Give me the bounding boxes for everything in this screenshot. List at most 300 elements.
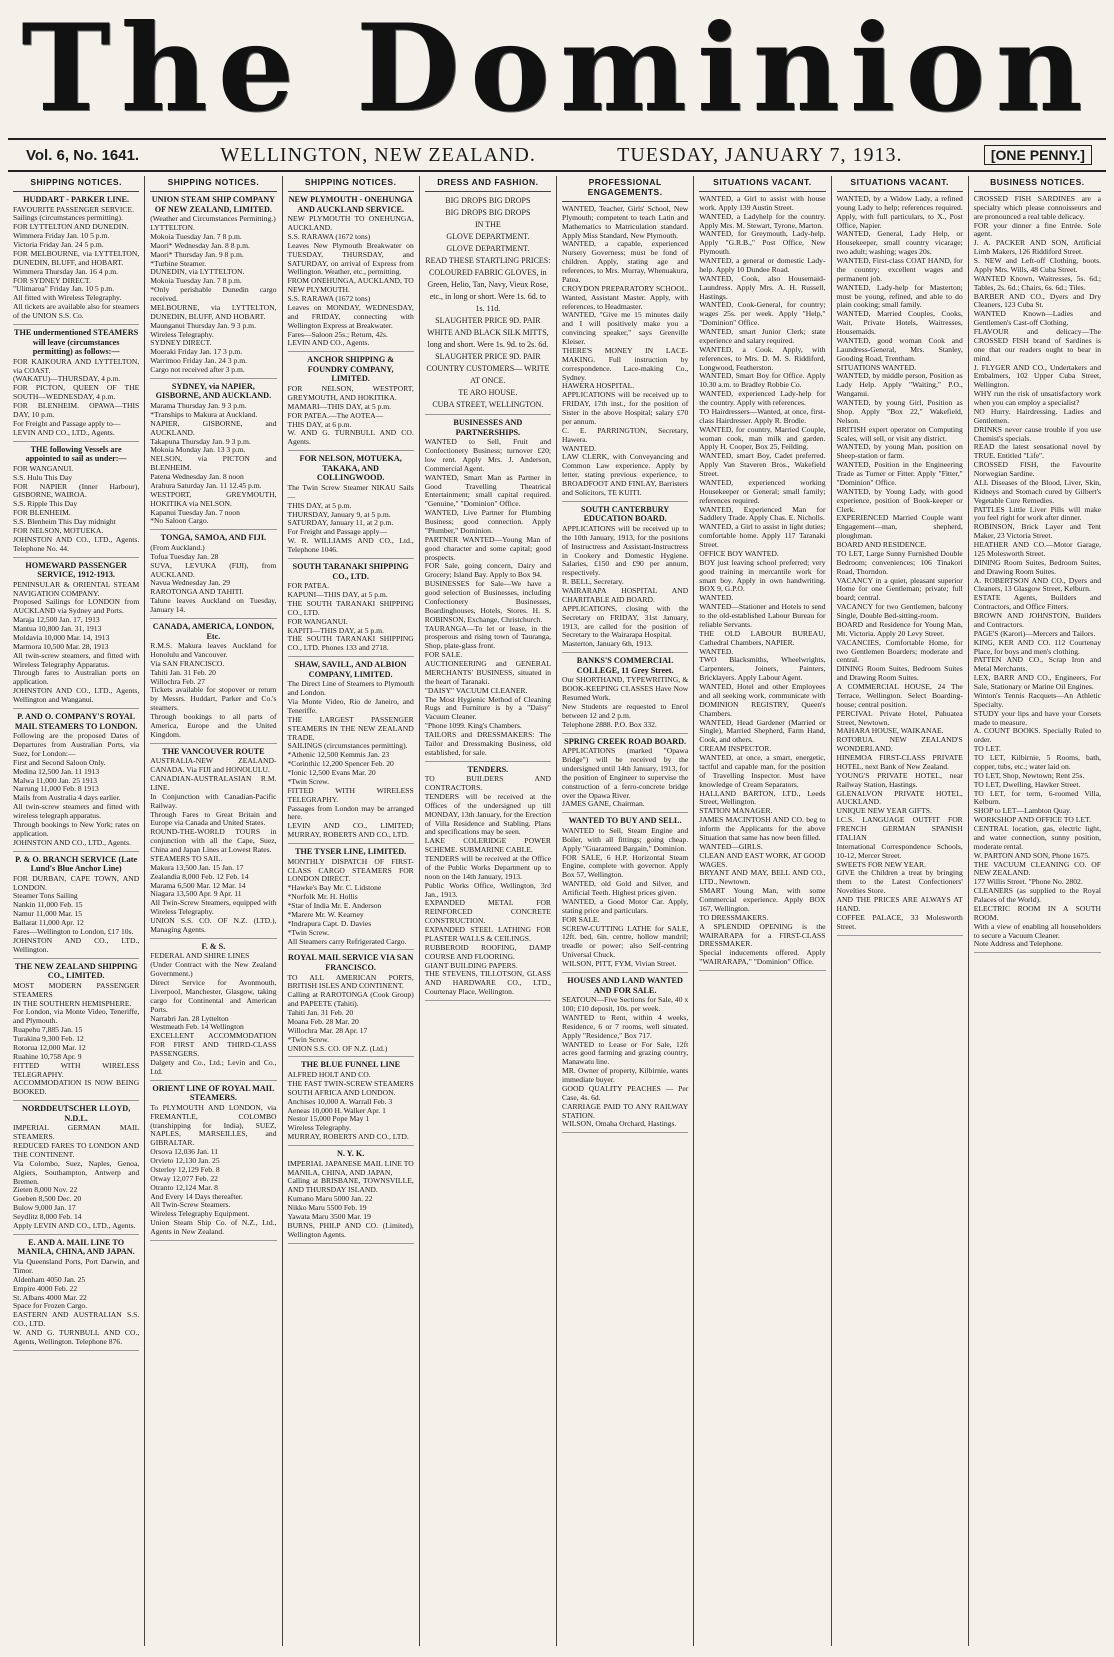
ad-line: Our SHORTHAND, TYPEWRITING, & BOOK-KEEPING CLASSES Have Now Resumed Work. [562,675,689,703]
ad-line: NAPIER, GISBORNE, and AUCKLAND. [150,418,277,437]
ad-line: DINING Room Suites, Bedroom Suites, and Drawing Room Suites. [973,557,1101,576]
ad-line: Through bookings to all parts of America, Europe and the United Kingdom. [150,712,277,739]
ad-line: STEAMERS TO SAIL. [150,853,223,863]
ad-line: PENINSULAR & ORIENTAL STEAM NAVIGATION COMPANY. [13,579,140,598]
masthead [0,0,1114,138]
column-6 [694,176,831,1646]
ad-line: *Twin Screw. [287,927,330,937]
ad-line: "Phone 1099. King's Chambers. [424,721,522,731]
ad-line: THIS DAY, at 5 p.m. [287,500,352,510]
ad-line: APPLICATIONS will be received up to FRIDAY, 17th inst., for the position of Sister in the above Hospital; salary £70 per annum. [562,390,689,426]
ad-line: Nestor 15,000 Pope May 1 [287,1114,370,1124]
ad-line: THE SOUTH TARANAKI SHIPPING CO., LTD. [287,598,414,617]
ad-title: BANKS'S COMMERCIAL COLLEGE, 11 Grey Street. [576,656,674,675]
ad-line: SHOP to LET—Lambton Quay. [973,806,1072,816]
ad-line: THIS DAY, at 6 p.m. [287,419,352,429]
ad-line: WHY run the risk of unsatisfactory work when you can employ a specialist? [973,389,1101,408]
ad-line: HALLAND BARTON, LTD., Leeds Street, Wellington. [699,788,826,807]
ad-line: Special inducements offered. Apply "WAIRARAPA," "Dominion" Office. [699,948,826,967]
advertisement [288,847,414,950]
ad-line: WANTED, a Cook. Apply, with references, to Mrs. D. M. S. Riddiford, Longwood, Featherston. [699,344,826,372]
ad-line: Masterton, January 6th, 1913. [562,639,653,649]
ad-line: Moana Feb. 28 Mar. 20 [287,1016,359,1026]
ad-line: ROBINSON, Brick Layer and Tent Maker, 23 Victoria Street. [973,522,1101,541]
ad-line: HAWERA HOSPITAL. [562,381,635,391]
ad-line: WANTED, a capable, experienced Nursery Governess; must be fond of children. Apply, stating age and references, to Mrs. Murray, Whenuakura, Patea. [562,239,689,284]
ad-line: Maori* Thursday Jan. 9 8 p.m. [150,249,244,259]
ad-line: BRITISH expert operator on Computing Scales, will sell, or visit any district. [836,424,963,443]
ad-title: THE undermentioned STEAMERS will leave (circumstances permitting) as follows:— [14,327,139,357]
ad-line: S.S. Blenheim This Day midnight [13,517,116,526]
advertisement [425,765,551,1001]
ad-title: THE BLUE FUNNEL LINE [301,1060,401,1070]
ad-line: WESTPORT, GREYMOUTH, HOKITIKA via NELSON. [150,489,277,508]
ad-line: All Steamers carry Refrigerated Cargo. [287,936,407,946]
ad-line: Westmeath Feb. 14 Wellington [150,1022,244,1032]
ad-line: GIANT BUILDING PAPERS. [424,960,518,970]
advertisement [13,561,139,709]
ad-title: SYDNEY, via NAPIER, GISBORNE, AND AUCKLAND. [155,381,272,401]
ad-line: To PLYMOUTH AND LONDON, via FREMANTLE, COLOMBO (transhipping for India), SUEZ, NAPLES, MARSEILLES, and GIBRALTAR. [150,1102,277,1148]
ad-line: UNION S.S. CO. OF N.Z. (Ltd.) [287,1043,388,1053]
ad-line: For London, via Monte Video, Teneriffe, and Plymouth. [13,1007,140,1026]
ad-title: HUDDART - PARKER LINE. [23,194,130,204]
ad-line: WANTED to Sell, Steam Engine and Boiler, with all fittings; going cheap. Apply "Guaranteed Bargain," Dominion. [562,825,689,853]
ad-line: BOARD AND RESIDENCE. [836,540,927,550]
ad-line: FOR SALE. [562,914,600,924]
advertisement [288,355,414,451]
ad-line: UNION S.S. CO. OF N.Z. (LTD.), Managing Agents. [150,916,277,934]
ad-line: WANTED, for Greymouth, Lady-help. Apply "G.R.B.," Post Office, New Plymouth. [699,229,826,257]
ad-line: Rotorua 12,000 Mar. 12 [13,1042,86,1052]
ad-line: WANTED, Smart Man as Partner in Good Travelling Theatrical Entertainment; small capital required. "Genuine," "Dominion" Office. [424,472,551,509]
ad-line: WANTED, Live Partner for Plumbing Business; good connection. Apply "Plumber," Dominion. [424,508,551,535]
ad-line: PATTEN AND CO., Scrap Iron and Metal Merchants. [973,655,1101,674]
ad-line: BIG DROPS BIG DROPS [445,195,531,205]
ad-line: Wireless Telegraphy Equipment. [150,1209,250,1219]
ad-line: WILSON, PITT, FYM, Vivian Street. [562,959,677,969]
ad-line: RAROTONGA AND TAHITI. [150,587,244,597]
ad-line: WANTED, First-class COAT HAND, for the country; excellent wages and permanent job. [836,256,963,283]
advertisement [150,622,276,744]
ad-line: Ballarat 11,000 Apr. 12 [13,918,84,928]
ad-line: With a view of enabling all householders to secure a Vacuum Cleaner. [973,921,1101,940]
ad-line: JAMES GANE, Chairman. [562,799,645,809]
ad-line: SYDNEY DIRECT. [150,338,212,348]
column-3 [283,176,420,1646]
ad-line: EXPANDED METAL FOR REINFORCED CONCRETE CONSTRUCTION. [424,898,551,926]
ad-line: THE LARGEST PASSENGER STEAMERS IN THE NEW ZEALAND TRADE. [287,714,414,742]
ad-line: WANTED, Smart Boy for Office. Apply 10.30 a.m. to Bradley Robbie Co. [699,371,826,390]
ad-line: First and Second Saloon Only. [13,757,106,767]
ad-line: (WAKATU)—THURSDAY, 4 p.m. [13,374,121,384]
ad-line: Apply LEVIN AND CO., LTD., Agents. [13,1220,136,1230]
ad-line: Willochra Feb. 27 [150,676,205,686]
ad-line: *No Saloon Cargo. [150,516,209,526]
ad-line: LYTTELTON. [150,223,195,232]
ad-line: HINEMOA FIRST-CLASS PRIVATE HOTEL, next Bank of New Zealand. [836,753,963,771]
ad-line: APPLICATIONS, closing with the Secretary on FRIDAY, 31st January, 1913, are called for the position of Secretary to the Wairarapa Hospital. [562,603,689,640]
ad-line: Talune leaves Auckland on Tuesday, January 14. [150,596,277,615]
ad-line: WANTED to Sell, Fruit and Confectionery Business; turnover £20; low rent. Apply Mrs. J. Anderson, Commercial Agent. [424,437,551,473]
ad-line: Bulow 9,000 Jan. 17 [13,1203,76,1213]
ad-line: All twin-screw steamers and fitted with wireless telegraph apparatus. [13,802,140,820]
ad-line: COLOURED FABRIC GLOVES, in Green, Helio, Tan, Navy, Vieux Rose, etc., in long or short. Were 1s. 6d. to 1s. 11d. [427,267,549,313]
ad-line: THURSDAY, January 9, at 5 p.m. [287,509,391,519]
ad-line: R. BELL, Secretary. [562,577,624,587]
ad-line: Via Colombo, Suez, Naples, Genoa, Algiers, Southampton, Antwerp and Bremen. [13,1158,140,1186]
ad-line: Otway 12,077 Feb. 22 [150,1173,218,1183]
ad-line: LAKE COLERIDGE POWER SCHEME. SUBMARINE CABLE. [424,836,551,855]
ad-line: WANTED, a general or domestic Lady-help. Apply 10 Dundee Road. [699,256,826,274]
ad-line: A SPLENDID OPENING is the WAIRARAPA for a FIRST-CLASS DRESSMAKER. [699,921,826,949]
newspaper-title: The Dominion [21,0,1093,139]
ad-title: TONGA, SAMOA, AND FIJI. [160,533,267,543]
ad-line: CLEAN AND EAST WORK, AT GOOD WAGES. [699,850,826,869]
ad-line: BIG DROPS BIG DROPS [445,207,531,217]
advertisement [288,454,414,559]
ad-line: In Conjunction with Canadian-Pacific Railway. [150,791,277,810]
ad-line: TO DRESSMAKERS. [699,912,769,922]
ad-line: APPLICATIONS (marked "Opawa Bridge") will be received by the undersigned until 14th January, 1913, for the position of Engineer to supervise the construction of a ferro-concrete bridge over the Opawa River. [562,746,689,800]
advertisement [150,747,276,939]
ad-line: CANADIAN-AUSTRALASIAN R.M. LINE. [150,774,277,792]
advertisement [699,195,825,971]
ad-line: WHITE AND BLACK SILK MITTS, long and short. Were 1s. 9d. to 2s. 6d. [427,327,549,349]
advertisement [13,1238,139,1351]
ad-line: *Only perishable Dunedin cargo received. [150,285,277,303]
ad-line: WANTED, at once, a smart, energetic, tactful and capable man, for the position of Travelling Inspector. Must have knowledge of Cream Separators. [699,753,826,789]
ad-line: S.S. Ripple This Day [13,499,78,509]
ad-line: CLEANERS (as supplied to the Royal Palaces of the World). [973,886,1101,905]
ad-line: Calling at BRISBANE, TOWNSVILLE, AND THURSDAY ISLAND. [287,1176,414,1195]
ad-line: ESTATE Agents, Builders and Contractors, and Office Fitters. [973,593,1101,612]
ad-line: Tahiti Jan. 31 Feb. 20 [287,1008,354,1018]
ad-line: ELECTRIC ROOM IN A SOUTH ROOM. [973,903,1101,922]
ad-line: THE FAST TWIN-SCREW STEAMERS [287,1078,414,1088]
ad-line: (From Auckland.) [150,542,205,552]
ad-line: S.S. Hulu This Day [13,472,73,482]
ad-line: EXPANDED STEEL LATHING FOR PLASTER WALLS & CEILINGS. [424,925,551,943]
ad-line: DUNEDIN, via LYTTELTON. [150,267,245,277]
ad-line: Aldenham 4050 Jan. 25 [13,1274,86,1284]
ad-line: FOR KAIKOURA AND LYTTELTON, via COAST. [13,356,140,375]
ad-line: Narrung 11,000 Feb. 8 1913 [13,784,99,794]
ad-line: WANTED, a Girl to assist in light duties; comfortable home. Apply 117 Taranaki Street. [699,522,826,550]
ad-line: DINING Room Suites, Bedroom Suites and Drawing Room Suites. [836,664,963,683]
ad-line: EASTERN AND AUSTRALIAN S.S. CO., LTD. [13,1310,140,1329]
ad-line: APPLICATIONS will be received up to the 10th January, 1913, for the positions of Instructress and Assistant-Instructress in Cookery and Domestic Hygiene. Salaries, £150 and £90 per annum, respectively. [562,523,689,578]
ad-line: ALFRED HOLT AND CO. [287,1070,371,1080]
ad-line: FLAVOUR and delicacy—The CROSSED FISH brand of Sardines is one that our readers ought to bear in mind. [973,327,1101,363]
ad-line: ROUND-THE-WORLD TOURS in conjunction with all the Cape, Suez, China and Japan Lines at Lowest Rates. [150,827,277,855]
ad-title: SOUTH TARANAKI SHIPPING CO., LTD. [292,561,409,581]
advertisement [288,562,414,657]
ad-line: BROWN AND JOHNSTON, Builders and Contractors. [973,611,1101,629]
ad-line: *Corinthic 12,200 Spencer Feb. 20 [287,759,394,769]
ad-line: For Freight and Passage apply to— [13,418,121,428]
ad-line: Dalgety and Co., Ltd.; Levin and Co., Ltd. [150,1057,277,1076]
ad-line: WANTED to Rent, within 4 weeks, Residence, 6 or 7 rooms, well situated. Apply "Residence," Box 717. [562,1012,689,1040]
ad-line: IN THE SOUTHERN HEMISPHERE. [13,998,132,1008]
ad-line: Goeben 8,500 Dec. 20 [13,1194,82,1204]
ad-line: WANTED, Head Gardener (Married or Single), Married Shepherd, Farm Hand, Cook, and others. [699,717,826,745]
ad-line: Sailings (circumstances permitting). [13,213,123,223]
ad-line: STATION MANAGER. [699,806,773,816]
ad-line: EXPERIENCED Married Couple want Engagement—man, shepherd, ploughman. [836,513,963,541]
column-grid [8,176,1106,1646]
ad-line: *Norfolk Mr. H. Hollis [287,892,358,902]
ad-line: All fitted with Wireless Telegraphy. [13,293,122,303]
ad-line: *Marere Mr. W. Kearney [287,909,364,919]
ad-line: Wireless Telegraphy. [287,1123,351,1133]
ad-line: BURNS, PHILP AND CO. (Limited), Wellington Agents. [287,1220,414,1239]
column-8 [969,176,1106,1646]
ad-line: J. A. PACKER AND SON, Artificial Limb Makers, 126 Riddiford Street. [973,238,1101,257]
ad-line: W. AND G. TURNBULL AND CO., Agents, Wellington. Telephone 876. [13,1328,140,1346]
ad-line: FOR BLENHEIM. OPAWA—THIS DAY, 10 p.m. [13,401,140,419]
ad-line: THE STEVENS, TILLOTSON, GLASS AND HARDWARE CO., LTD., Courtenay Place, Wellington. [424,969,551,997]
ad-line: Calling at RAROTONGA (Cook Group) and PAPEETE (Tahiti). [287,990,414,1009]
dateline [8,138,1106,172]
ad-line: MAHARA HOUSE, WAIKANAE. [836,726,944,736]
ad-line: SCREW-CUTTING LATHE for SALE, 12ft. bed, 6in. centre, hollow mandril; treadle or power; also Self-centring Universal Chuck. [562,923,689,960]
ad-line: WANTED, for country, Married Couple, woman cook, man milk and garden. Apply H. Cooper, Box 25, Feilding. [699,424,826,452]
ad-line: THERE'S MONEY IN LACE-MAKING. Full instruction by correspondence. Lace-making Co., Sydney. [562,345,689,382]
ad-line: AND THE PRICES ARE ALWAYS AT HAND. [836,895,963,913]
ad-line: WANTED—Stationer and Hotels to send to the old-established Labour Bureau for reliable Servants. [699,602,826,629]
ad-line: FOR DURBAN, CAPE TOWN, AND LONDON. [13,873,140,892]
ad-line: FOR NELSON, WESTPORT, GREYMOUTH, AND HOKITIKA. [287,384,414,402]
ad-line: Zieten 8,000 Nov. 22 [13,1185,78,1195]
column-heading: SITUATIONS VACANT. [837,176,963,192]
ad-line: Note Address and Telephone. [973,939,1063,949]
ad-line: ALL Diseases of the Blood, Liver, Skin, Kidneys and Stomach cured by Gilbert's Vegetable Cure Remedies. [973,477,1101,505]
ad-line: Space for Frozen Cargo. [13,1301,88,1311]
ad-title: WANTED TO BUY AND SELL. [568,816,682,826]
ad-line: S.S. RARAWA (1672 tons) [287,231,371,241]
ad-line: NO Hurry. Hairdressing. Ladies and Gentlemen. [973,406,1101,425]
ad-line: Maori* Wednesday Jan. 8 8 p.m. [150,240,250,250]
ad-line: TO ALL AMERICAN PORTS, BRITISH ISLES AND CONTINENT. [287,972,414,991]
ad-line: REDUCED FARES TO LONDON AND THE CONTINENT. [13,1141,140,1159]
ad-line: A. COUNT BOOKS. Specially Ruled to order. [973,726,1101,745]
ad-line: GIVE the Children a treat by bringing them to the Latest Confectioners' Novelties Store. [836,868,963,896]
ad-line: *Star of India Mr. E. Anderson [287,901,382,911]
advertisement [288,1060,414,1146]
ad-line: WANTED, a Ladyhelp for the country. Apply Mrs. M. Stewart, Tyrone, Marton. [699,211,826,230]
ad-line: Turakina 9,300 Feb. 12 [13,1034,84,1043]
ad-line: MAMARI—THIS DAY, at 5 p.m. [287,401,392,411]
ad-title: F. & S. [201,941,226,951]
advertisement [13,195,139,325]
ad-title: SOUTH CANTERBURY EDUCATION BOARD. [581,504,670,524]
ad-line: GLOVE DEPARTMENT. [446,243,530,253]
volume-number: Vol. 6, No. 1641. [26,146,140,164]
ad-line: GLENALVON PRIVATE HOTEL, AUCKLAND. [836,788,963,807]
ad-line: OFFICE BOY WANTED. [699,548,779,558]
ad-line: Ruahine 10,758 Apr. 9 [13,1051,82,1061]
ad-line: WANTED, smart Boy, Cadet preferred. Apply Van Staveren Bros., Wakefield Street. [699,451,826,479]
ad-line: *Ionic 12,500 Evans Mar. 20 [287,768,376,778]
ad-line: VACANCY in a quiet, pleasant superior Home for one Gentleman; private; full board; central. [836,575,963,603]
ad-line: WANTED, smart Junior Clerk; state experience and salary required. [699,327,826,345]
ad-line: W. PARTON AND SON, Phone 1675. [973,850,1090,860]
ad-line: FOR WANGANUI. [287,616,348,626]
ad-line: WANTED, old Gold and Silver, and Artificial Teeth. Highest prices given. [562,879,689,898]
ad-line: International Correspondence Schools, 10-12, Mercer Street. [836,841,963,860]
ad-line: SAILINGS (circumstances permitting). [287,741,408,751]
ad-line: *Tranships to Makura at Auckland. [150,409,258,419]
advertisement [13,1104,139,1235]
ad-line: BRYANT AND MAY, BELL AND CO., LTD., Newtown. [699,868,826,887]
ad-line: Mails from Australia 4 days earlier. [13,793,121,803]
ad-line: WANTED, Position in the Engineering Trade as Turner or Fitter. Apply "Fitter," "Dominion" Office. [836,460,963,487]
advertisement [13,712,139,852]
ad-line: FAVOURITE PASSENGER SERVICE. [13,204,134,214]
ad-title: P. & O. BRANCH SERVICE (Late Lund's Blue Anchor Line) [15,854,138,874]
ad-line: TO LET, for term, 6-roomed Villa, Kelburn. [973,788,1101,807]
ad-line: Cargo not received after 3 p.m. [150,365,245,374]
ad-line: S.S. RARAWA (1672 tons) [287,294,371,303]
ad-title: NEW PLYMOUTH - ONEHUNGA AND AUCKLAND SERVICE. [288,194,413,214]
ad-line: And Every 14 Days thereafter. [150,1191,243,1201]
ad-line: TO LET, Shop, Newtown; Rent 25s. [973,770,1085,780]
ad-line: IN THE [474,219,501,229]
ad-line: WANTED, by a Widow Lady, a refined young Lady to help; references required. Apply, with full particulars, to X., Post Office, Napier. [836,193,963,230]
ad-line: WANTED, Cook, also Housemaid-Laundress. Apply Mrs. A. H. Russell, Hastings. [699,273,826,301]
ad-line: CARRIAGE PAID TO ANY RAILWAY STATION. [562,1101,689,1120]
ad-line: Seydlitz 8,000 Feb. 14 [13,1212,82,1222]
ad-line: THE OLD LABOUR BUREAU, Cathedral Chambers, NAPIER. [699,628,826,647]
column-4 [420,176,557,1646]
ad-line: PATTLES Little Liver Pills will make you feel right for work after dinner. [973,504,1101,523]
ad-line: Empire 4000 Feb. 22 [13,1283,78,1293]
ad-line: WANTED, "Give me 15 minutes daily and I will positively make you a convincing speaker," says Grenville Kleiser. [562,310,689,346]
ad-line: FOR PATEA. [287,581,329,591]
ad-line: WANTED—GIRLS. [699,841,763,851]
ad-title: THE TYSER LINE, LIMITED. [295,847,407,857]
ad-line: A COMMERCIAL HOUSE, 24 The Terrace, Wellington. Select Boarding-house; central position. [836,682,963,709]
ad-line: Mokoia Tuesday Jan. 7 8 p.m. [150,276,242,286]
ad-line: KAPUNI—THIS DAY, at 5 p.m. [287,590,388,599]
ad-line: CREAM INSPECTOR. [699,744,772,754]
ad-line: For Freight and Passage apply— [287,527,388,537]
ad-line: VACANCY for two Gentlemen, balcony Single, Double Bed-sitting-room. [836,602,963,621]
ad-title: N. Y. K. [336,1149,365,1159]
ad-line: LEX, BARR AND CO., Engineers, For Sale, Stationary or Marine Oil Engines. [973,673,1101,692]
ad-line: Moldavia 10,000 Mar. 14, 1913 [13,632,110,642]
ad-line: ROTORUA. NEW ZEALAND'S WONDERLAND. [836,735,963,754]
ad-title: BUSINESSES AND PARTNERSHIPS. [453,417,523,437]
ad-line: GOOD QUALITY PEACHES — Per Case, 4s. 6d. [562,1083,689,1102]
ad-line: Narrabri Jan. 28 Lyttelton [150,1013,229,1023]
column-7 [832,176,969,1646]
ad-line: SATURDAY, January 11, at 2 p.m. [287,518,394,528]
ad-line: St. Albans 4000 Mar. 22 [13,1292,87,1302]
advertisement [837,195,963,936]
ad-line: BOARD and Residence for Young Man, Mt. Victoria. Apply 20 Levy Street. [836,619,963,638]
ad-line: Malwa 11,000 Jan. 25 1913 [13,775,98,785]
ad-line: FOR NELSON, MOTUEKA. [13,525,104,535]
ad-line: FOR SYDNEY DIRECT. [13,275,91,285]
ad-line: Mantua 10,800 Jan. 31, 1913 [13,624,102,634]
ad-line: TO LET, Kilbirnie, 5 Rooms, bath, copper, tubs, etc.; water laid on. [973,753,1101,771]
ad-line: FEDERAL AND SHIRE LINES [150,951,250,961]
ad-line: Willochra Mar. 28 Apr. 17 [287,1025,368,1035]
ad-line: TWO Blacksmiths, Wheelwrights, Carpenters, Joiners, Painters, Bricklayers. Apply Labour Agent. [699,655,826,683]
ad-line: IMPERIAL GERMAN MAIL STEAMERS. [13,1123,140,1142]
ad-line: SEATOUN—Five Sections for Sale, 40 x 100; £10 deposit, 10s. per week. [562,995,689,1013]
ad-line: W. AND G. TURNBULL AND CO. Agents. [287,428,414,447]
ad-line: COUNTRY CUSTOMERS— WRITE AT ONCE. [426,363,550,385]
advertisement [13,855,139,959]
ad-line: *Athenic 12,500 Kemmis Jan. 23 [287,750,390,760]
ad-line: Kapanui Tuesday Jan. 7 noon [150,507,240,517]
ad-line: FOR PATEA.—The AOTEA— [287,410,384,420]
advertisement [425,418,551,762]
ad-line: Via Monte Video, Rio de Janeiro, and Teneriffe. [287,697,414,715]
column-heading: SITUATIONS VACANT. [699,176,825,192]
ad-line: Nikko Maru 5500 Feb. 19 [287,1203,367,1213]
ad-title: THE following Vessels are appointed to sail as under:— [25,444,127,464]
column-1 [8,176,145,1646]
advertisement [288,953,414,1057]
ad-line: Yawata Maru 3500 Mar. 19 [287,1211,371,1221]
ad-title: HOUSES AND LAND WANTED AND FOR SALE. [567,975,683,995]
ad-line: FOR Sale, going concern, Dairy and Grocery; Island Bay. Apply to Box 94. [424,561,551,580]
ad-line: SWEETS FOR NEW YEAR. [836,859,926,869]
ad-line: WAIRARAPA HOSPITAL AND CHARITABLE AID BOARD. [562,586,689,604]
ad-line: JOHNSTON AND CO., LTD., Wellington. [13,935,140,954]
advertisement [150,942,276,1081]
ad-line: Zealandia 8,000 Feb. 12 Feb. 14 [150,871,249,881]
ad-line: Union Steam Ship Co. of N.Z., Ltd., Agents in New Zealand. [150,1218,277,1237]
advertisement [562,505,688,653]
ad-line: JOHNSTON AND CO., LTD., Agents. [13,837,131,847]
ad-line: Tofua Tuesday Jan. 28 [150,551,219,561]
ad-line: AUCTIONEERING and GENERAL MERCHANTS' BUSINESS, situated in the heart of Taranaki. [424,659,551,686]
ad-line: WANTED, Hotel and other Employees and all seeking work, communicate with DOMINION REGISTRY, Queen's Chambers. [699,682,826,718]
ad-line: "DAISY" VACUUM CLEANER. [424,685,528,695]
advertisement [13,962,139,1102]
ad-line: Arahura Saturday Jan. 11 12.45 p.m. [150,480,262,490]
ad-line: I.C.S. LANGUAGE OUTFIT FOR FRENCH GERMAN SPANISH ITALIAN [836,815,963,842]
ad-line: Victoria Friday Jan. 24 5 p.m. [13,240,104,250]
ad-line: TAURANGA—To let or lease, in the prosperous and rising town of Tauranga, Shop, plate-glass front. [424,623,551,651]
ad-line: Mokoia Tuesday Jan. 7 8 p.m. [150,231,242,241]
ad-line: *Hawke's Bay Mr. C. Lidstone [287,883,382,893]
ad-line: MONTHLY DISPATCH OF FIRST-CLASS CARGO STEAMERS FOR LONDON DIRECT. [287,856,414,884]
ad-line: TO LET, Dwelling, Hawker Street. [973,779,1081,789]
ad-line: BARBER AND CO., Dyers and Dry Cleaners, 123 Cuba St. [973,291,1101,310]
ad-line: Warrimoo Friday Jan. 24 3 p.m. [150,356,248,366]
ad-line: RUBBEROID ROOFING, DAMP COURSE AND FLOORING. [424,942,551,961]
advertisement [562,816,688,973]
ad-line: Tahiti Jan. 31 Feb. 20 [150,667,216,677]
ad-line: Marama Thursday Jan. 9 3 p.m. [150,401,247,411]
ad-line: Osterley 12,129 Feb. 8 [150,1164,220,1174]
ad-line: WANTED, Teacher, Girls' School, New Plymouth; competent to teach Latin and Mathematics to Matriculation standard. Apply Miss Standard, New Plymouth. [562,203,689,240]
ad-line: *Twin Screw. [287,776,330,786]
ad-title: THE VANCOUVER ROUTE [162,746,265,756]
ad-line: WANTED, good woman Cook and Laundress-General, Mrs. Stanley, Gooding Road, Trentham. [836,335,963,363]
advertisement [150,533,276,619]
ad-line: DRINKS never cause trouble if you use Chemist's specials. [973,424,1101,443]
ad-line: The Twin Screw Steamer NIKAU Sails— [287,482,414,501]
advertisement [150,382,276,530]
ad-line: New Students are requested to Enrol between 12 and 2 p.m. [562,702,689,720]
